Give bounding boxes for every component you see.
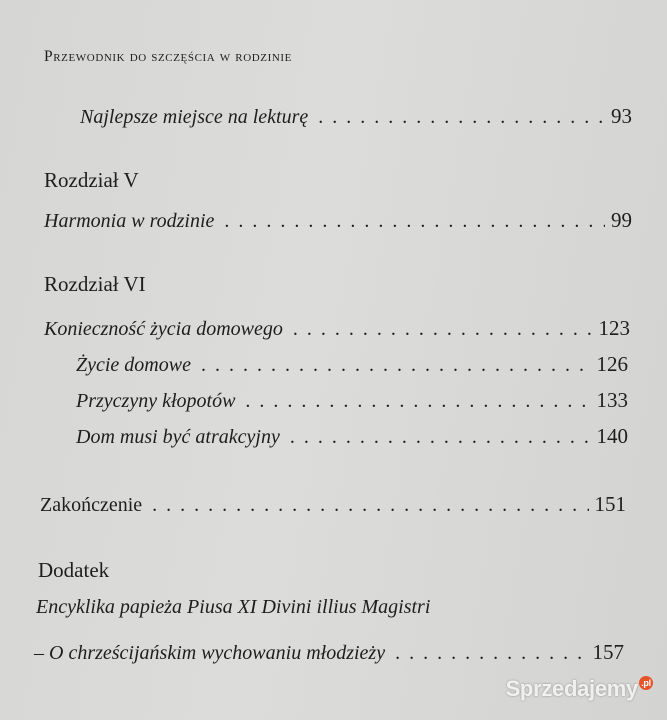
toc-page-number: 140 bbox=[596, 424, 628, 448]
toc-entry-title: Zakończenie bbox=[40, 494, 143, 516]
toc-entry-encyklika bbox=[34, 640, 624, 665]
toc-entry-title: Konieczność życia domowego bbox=[44, 318, 283, 340]
toc-entry-title: Dom musi być atrakcyjny bbox=[76, 426, 280, 448]
dot-leader bbox=[224, 210, 605, 233]
toc-entry-title: Najlepsze miejsce na lekturę bbox=[80, 106, 309, 128]
toc-entry-title: Przyczyny kłopotów bbox=[76, 390, 236, 412]
toc-entry-dom bbox=[76, 424, 628, 449]
watermark-text: Sprzedajemy bbox=[505, 676, 638, 701]
appendix-heading: Dodatek bbox=[38, 558, 110, 582]
toc-entry-title: Harmonia w rodzinie bbox=[44, 210, 215, 232]
chapter-heading-vi: Rozdział VI bbox=[44, 272, 146, 296]
toc-page-number: 126 bbox=[596, 352, 628, 376]
toc-entry-zakonczenie bbox=[40, 492, 626, 517]
dot-leader bbox=[293, 318, 593, 341]
dot-leader bbox=[245, 390, 590, 413]
toc-entry-title: – O chrześcijańskim wychowaniu młodzieży bbox=[34, 642, 386, 664]
toc-entry-przyczyny bbox=[76, 388, 628, 413]
toc-entry-harmonia bbox=[44, 208, 632, 233]
toc-page-number: 133 bbox=[596, 388, 628, 412]
toc-entry-zycie bbox=[76, 352, 628, 377]
watermark-logo bbox=[506, 676, 653, 702]
toc-entry-najlepsze bbox=[80, 104, 632, 129]
toc-entry-title: Życie domowe bbox=[76, 354, 191, 376]
chapter-heading-v: Rozdział V bbox=[44, 168, 139, 192]
dot-leader bbox=[152, 494, 588, 517]
toc-page-number: 93 bbox=[611, 104, 632, 128]
running-header: Przewodnik do szczęścia w rodzinie bbox=[44, 48, 292, 65]
dot-leader bbox=[395, 642, 586, 665]
toc-entry-encyklika-line1: Encyklika papieża Piusa XI Divini illius Magistri bbox=[36, 596, 431, 618]
dot-leader bbox=[201, 354, 591, 377]
toc-page-number: 157 bbox=[592, 640, 624, 664]
toc-entry-koniecznosc bbox=[44, 316, 630, 341]
dot-leader bbox=[290, 426, 591, 449]
toc-page-number: 123 bbox=[598, 316, 630, 340]
toc-page-number: 151 bbox=[594, 492, 626, 516]
dot-leader bbox=[318, 106, 605, 129]
watermark-tld: .pl bbox=[639, 676, 653, 690]
toc-page-number: 99 bbox=[611, 208, 632, 232]
